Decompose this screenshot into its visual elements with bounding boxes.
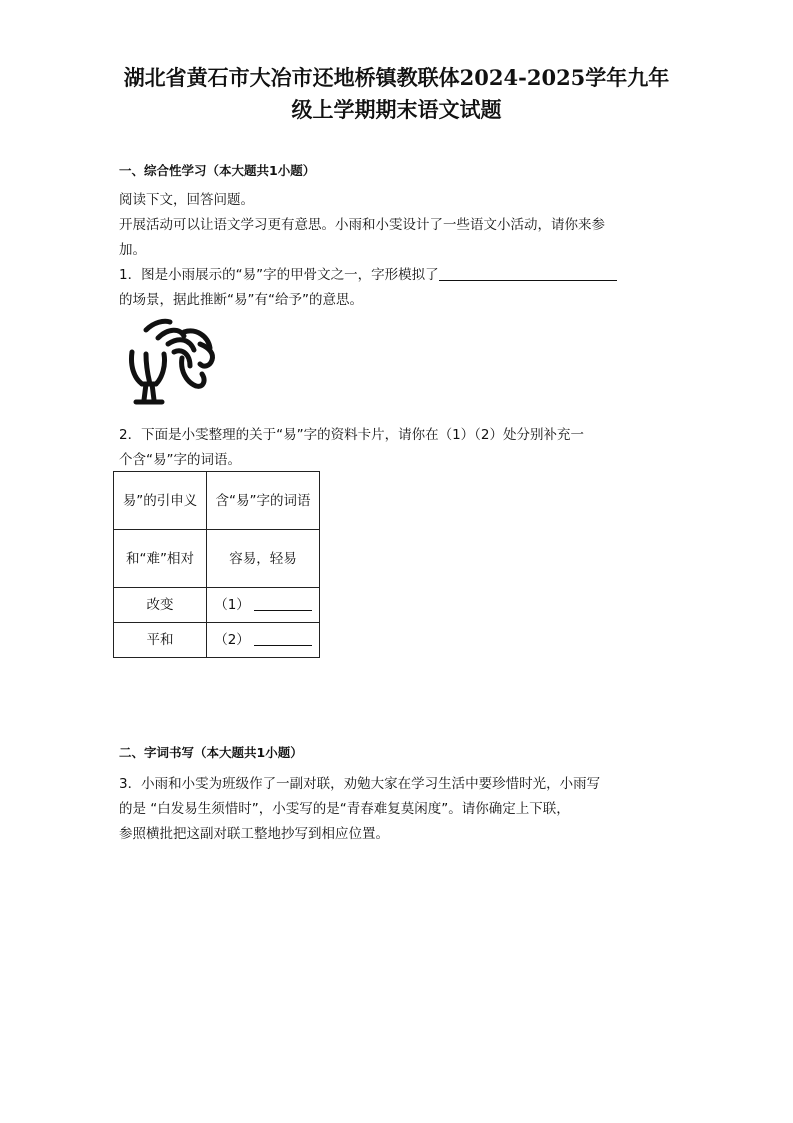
table-cell: 平和 xyxy=(114,623,207,658)
table-row xyxy=(114,588,320,623)
title-line-2: 级上学期期末语文试题 xyxy=(291,97,502,122)
oracle-bone-glyph-image xyxy=(124,314,218,414)
intro-line-1: 阅读下文，回答问题。 xyxy=(119,192,254,208)
question-1-line-2: 的场景，据此推断“易”有“给予”的意思。 xyxy=(119,292,363,308)
table-row xyxy=(114,472,320,530)
title-line-1: 湖北省黄石市大冶市还地桥镇教联体2024-2025学年九年 xyxy=(123,65,670,90)
intro-line-3: 加。 xyxy=(119,242,146,258)
table-cell-blank-2 xyxy=(207,623,320,658)
table-cell-blank-1 xyxy=(207,588,320,623)
answer-blank-q1[interactable] xyxy=(439,266,617,281)
question-3-line-1: 3．小雨和小雯为班级作了一副对联，劝勉大家在学习生活中要珍惜时光，小雨写 xyxy=(119,776,601,792)
blank-label-1: （1） xyxy=(214,597,250,613)
table-cell: 改变 xyxy=(114,588,207,623)
answer-blank-2[interactable] xyxy=(254,633,312,646)
intro-line-2: 开展活动可以让语文学习更有意思。小雨和小雯设计了一些语文小活动，请你来参 xyxy=(119,217,605,233)
table-cell: 和“难”相对 xyxy=(114,530,207,588)
word-card-table xyxy=(113,471,320,658)
section-heading-2: 二、字词书写（本大题共1小题） xyxy=(119,745,303,760)
question-3-line-3: 参照横批把这副对联工整地抄写到相应位置。 xyxy=(119,826,389,842)
question-1-line-1 xyxy=(119,262,679,288)
page-title xyxy=(100,62,693,126)
section-heading-1: 一、综合性学习（本大题共1小题） xyxy=(119,163,316,178)
table-header-meaning: 易”的引申义 xyxy=(114,472,207,530)
blank-label-2: （2） xyxy=(214,632,250,648)
table-row xyxy=(114,530,320,588)
answer-blank-1[interactable] xyxy=(254,598,312,611)
question-1-text: 1．图是小雨展示的“易”字的甲骨文之一，字形模拟了 xyxy=(119,267,439,283)
question-3-line-2: 的是 “白发易生须惜时”，小雯写的是“青春难复莫闲度”。请你确定上下联， xyxy=(119,801,570,817)
table-row xyxy=(114,623,320,658)
table-cell: 容易，轻易 xyxy=(207,530,320,588)
question-2-line-2: 个含“易”字的词语。 xyxy=(119,452,241,468)
table-header-words: 含“易”字的词语 xyxy=(207,472,320,530)
question-2-line-1: 2．下面是小雯整理的关于“易”字的资料卡片，请你在（1）（2）处分别补充一 xyxy=(119,427,585,443)
